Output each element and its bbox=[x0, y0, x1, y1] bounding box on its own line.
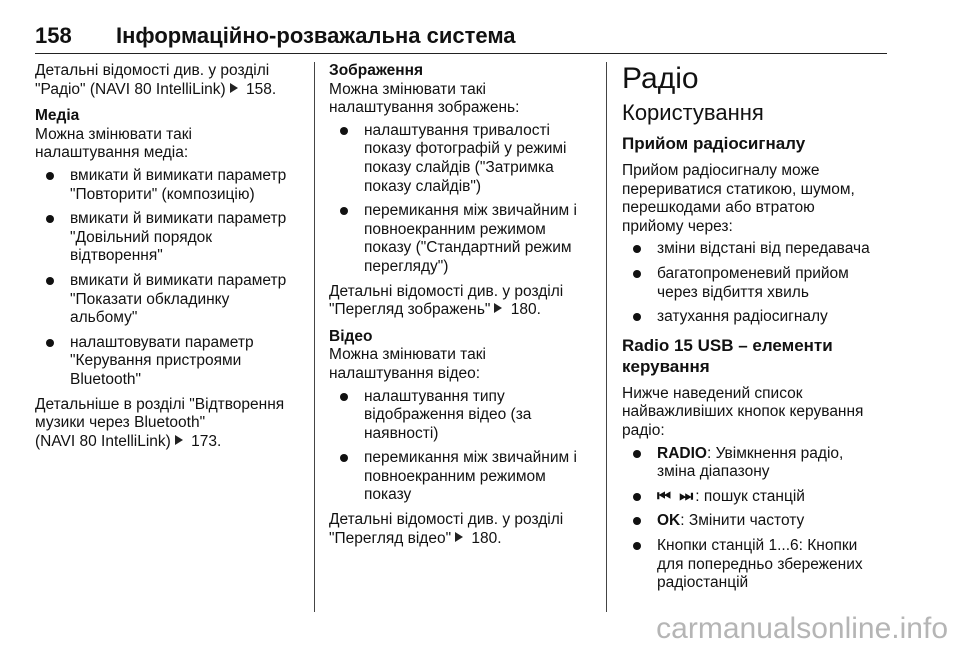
paragraph: налаштування медіа: bbox=[35, 144, 189, 162]
paragraph: Можна змінювати такі bbox=[329, 80, 486, 98]
column-1 bbox=[35, 62, 305, 451]
paragraph: Можна змінювати такі bbox=[35, 125, 192, 143]
list-item: OK: Змінити частоту bbox=[622, 512, 890, 531]
list-item: перемикання між звичайним і повноекранним режимом показу bbox=[329, 449, 597, 505]
paragraph: налаштування відео: bbox=[329, 364, 481, 382]
bullet-icon bbox=[46, 172, 54, 180]
list-item: вмикати й вимикати параметр "Довільний порядок відтворення" bbox=[35, 210, 305, 266]
controls-list bbox=[622, 445, 890, 593]
heading-reception: Прийом радіосигналу bbox=[622, 134, 806, 153]
column-divider bbox=[606, 62, 607, 612]
column-3 bbox=[622, 62, 890, 599]
section-title-media: Медіа bbox=[35, 107, 80, 125]
video-options-list bbox=[329, 388, 597, 506]
list-item: затухання радіосигналу bbox=[622, 308, 890, 327]
page-ref-arrow-icon bbox=[455, 532, 463, 542]
heading-usage: Користування bbox=[622, 100, 764, 125]
page-ref-arrow-icon bbox=[494, 303, 502, 313]
heading-controls: Radio 15 USB – елементи керування bbox=[622, 335, 833, 376]
list-item: вмикати й вимикати параметр "Повторити" (композицію) bbox=[35, 167, 305, 204]
page-ref-arrow-icon bbox=[230, 83, 238, 93]
section-title-video: Відео bbox=[329, 327, 373, 345]
paragraph: Детальні відомості див. у розділі bbox=[329, 511, 564, 529]
list-item: Кнопки станцій 1...6: Кнопки для попередньо збережених радіостанцій bbox=[622, 537, 890, 593]
bullet-icon bbox=[633, 517, 641, 525]
page-title: Інформаційно-розважальна система bbox=[116, 23, 516, 48]
bullet-icon bbox=[633, 542, 641, 550]
list-item: налаштування тривалості показу фотографій у режимі показу слайдів ("Затримка показу слайдів") bbox=[329, 122, 597, 196]
bullet-icon bbox=[340, 127, 348, 135]
list-item: багатопроменевий прийом через відбиття хвиль bbox=[622, 265, 890, 302]
page-number: 158 bbox=[35, 23, 72, 48]
column-2 bbox=[329, 62, 597, 548]
radio-key-label: RADIO bbox=[657, 444, 707, 462]
ok-key-label: OK bbox=[657, 512, 681, 530]
list-item: налаштування типу відображення відео (за наявності) bbox=[329, 388, 597, 444]
paragraph: радіо: bbox=[622, 421, 665, 439]
seek-icons: ⏮ ⏭ bbox=[657, 487, 696, 505]
bullet-icon bbox=[340, 393, 348, 401]
paragraph: налаштування зображень: bbox=[329, 99, 520, 117]
bullet-icon bbox=[633, 270, 641, 278]
bullet-icon bbox=[633, 245, 641, 253]
page-header bbox=[35, 19, 887, 54]
list-item: RADIO: Увімкнення радіо, зміна діапазону bbox=[622, 445, 890, 482]
paragraph: Детальні відомості див. у розділі bbox=[35, 62, 270, 79]
bullet-icon bbox=[633, 313, 641, 321]
page-ref-arrow-icon bbox=[175, 435, 183, 445]
list-item: перемикання між звичайним і повноекранним режимом показу ("Стандартний режим перегляду") bbox=[329, 202, 597, 276]
bullet-icon bbox=[633, 450, 641, 458]
list-item: налаштовувати параметр "Керування пристроями Bluetooth" bbox=[35, 334, 305, 390]
paragraph: прийому через: bbox=[622, 217, 733, 235]
section-title-images: Зображення bbox=[329, 62, 424, 79]
media-options-list bbox=[35, 167, 305, 390]
bullet-icon bbox=[340, 454, 348, 462]
reception-causes-list bbox=[622, 240, 890, 326]
paragraph: Нижче наведений список bbox=[622, 384, 803, 402]
paragraph: перериватися статикою, шумом, bbox=[622, 180, 855, 198]
paragraph: музики через Bluetooth" bbox=[35, 414, 206, 432]
watermark: carmanualsonline.info bbox=[656, 612, 948, 645]
column-divider bbox=[314, 62, 315, 612]
paragraph: Можна змінювати такі bbox=[329, 346, 486, 364]
paragraph: "Перегляд зображень" 180. bbox=[329, 301, 541, 319]
image-options-list bbox=[329, 122, 597, 277]
paragraph: Детальніше в розділі "Відтворення bbox=[35, 395, 285, 413]
bullet-icon bbox=[633, 493, 641, 501]
bullet-icon bbox=[46, 277, 54, 285]
paragraph: Прийом радіосигналу може bbox=[622, 162, 820, 179]
bullet-icon bbox=[46, 339, 54, 347]
bullet-icon bbox=[46, 215, 54, 223]
list-item: ⏮ ⏭: пошук станцій bbox=[622, 488, 890, 507]
paragraph: "Радіо" (NAVI 80 IntelliLink) 158. bbox=[35, 80, 277, 98]
paragraph: "Перегляд відео" 180. bbox=[329, 529, 502, 547]
paragraph: перешкодами або втратою bbox=[622, 199, 815, 217]
list-item: зміни відстані від передавача bbox=[622, 240, 890, 259]
paragraph: (NAVI 80 IntelliLink) 173. bbox=[35, 432, 222, 450]
list-item: вмикати й вимикати параметр "Показати обкладинку альбому" bbox=[35, 272, 305, 328]
paragraph: найважливіших кнопок керування bbox=[622, 403, 864, 421]
bullet-icon bbox=[340, 207, 348, 215]
heading-radio: Радіо bbox=[622, 62, 699, 95]
paragraph: Детальні відомості див. у розділі bbox=[329, 282, 564, 300]
